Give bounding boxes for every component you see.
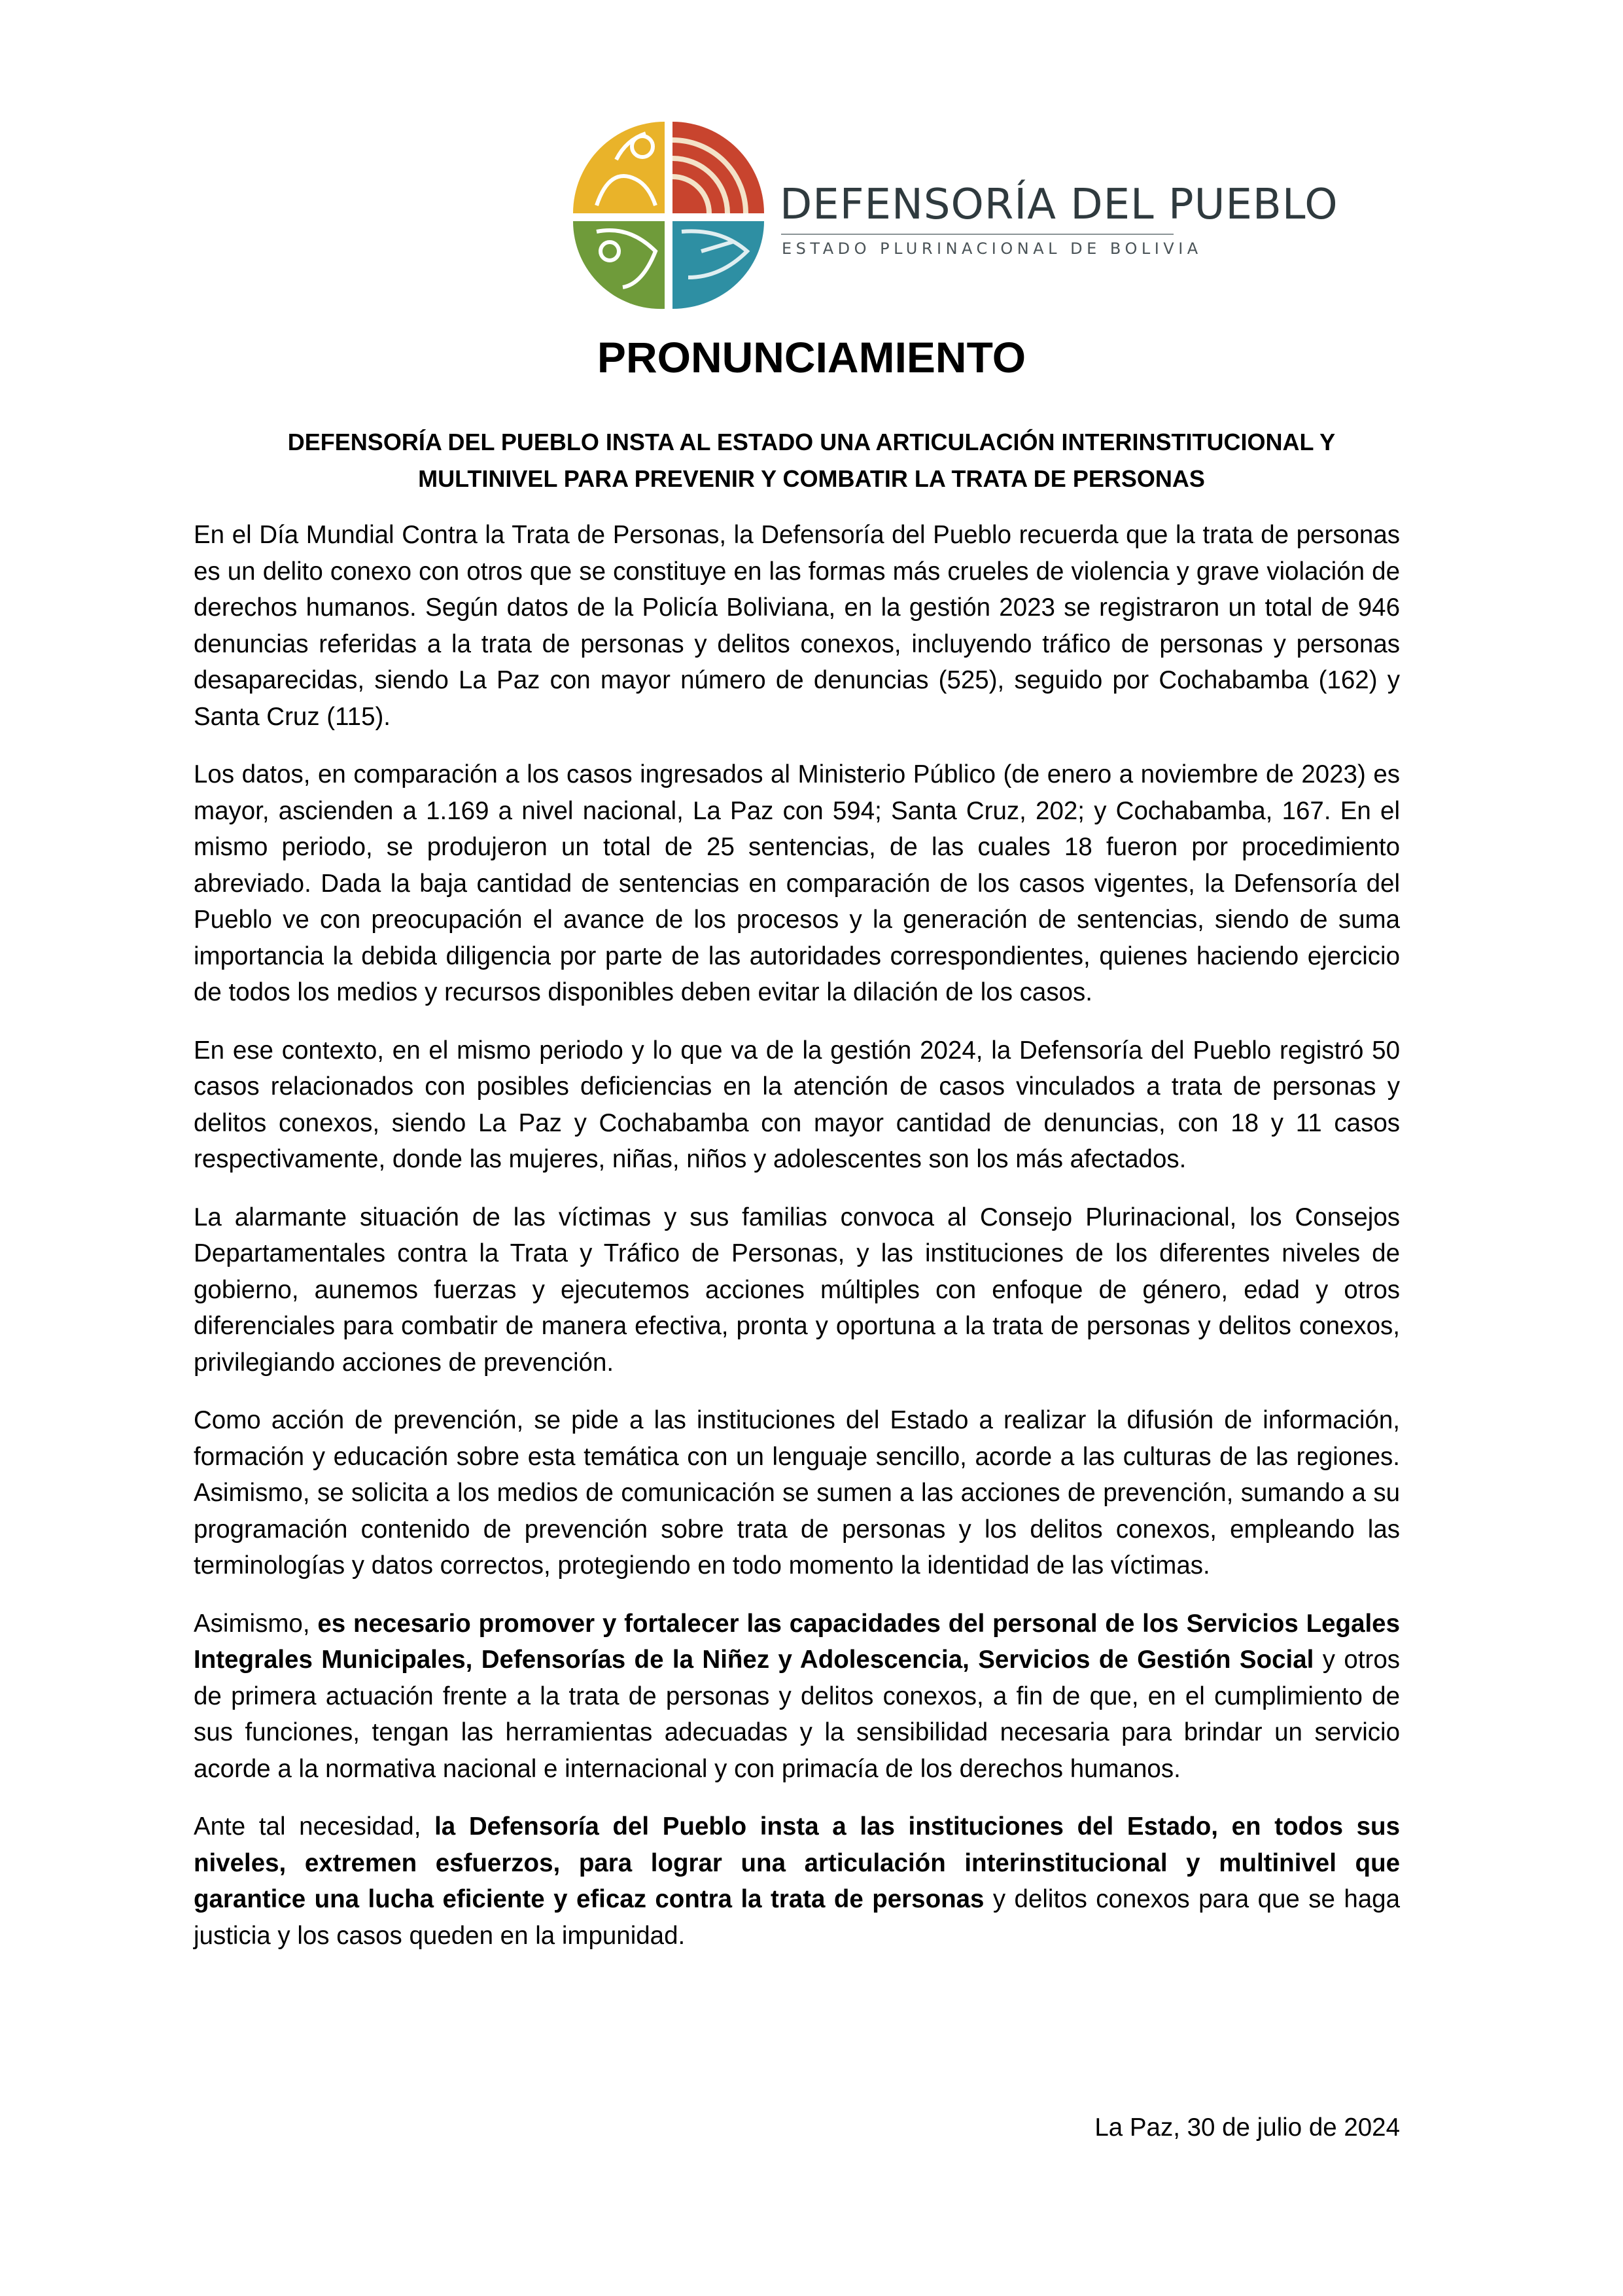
paragraph-6 xyxy=(194,1606,1400,1788)
document-subtitle: DEFENSORÍA DEL PUEBLO INSTA AL ESTADO UNA ARTICULACIÓN INTERINSTITUCIONAL Y MULTINIVEL PARA PREVENIR Y COMBATIR LA TRATA DE PERSONAS xyxy=(287,429,1336,492)
place-date: La Paz, 30 de julio de 2024 xyxy=(1094,2113,1400,2142)
logo-name: DEFENSORÍA DEL PUEBLO xyxy=(780,181,1338,229)
paragraph-6-intro: Asimismo, xyxy=(194,1609,318,1638)
paragraph-4: La alarmante situación de las víctimas y sus familias convoca al Consejo Plurinacional, los Consejos Departamentales contra la Trata y Tráfico de Personas, y las instituciones de los diferentes niveles de gobierno, aunemos fuerzas y ejecutemos acciones múltiples con enfoque de género, edad y otros diferenciales para combatir de manera efectiva, pronta y oportuna a la trata de personas y delitos conexos, privilegiando acciones de prevención. xyxy=(194,1203,1400,1377)
paragraph-7-emphasis: la Defensoría del Pueblo insta a las instituciones del Estado, en todos sus niveles, extremen esfuerzos, para lograr una articulación interinstitucional y multinivel que garantice una lucha eficiente y eficaz contra la trata de personas xyxy=(194,1812,1400,1913)
logo-divider xyxy=(781,234,1174,235)
paragraph-2: Los datos, en comparación a los casos ingresados al Ministerio Público (de enero a noviembre de 2023) es mayor, ascienden a 1.169 a nivel nacional, La Paz con 594; Santa Cruz, 202; y Cochabamba, 167. En el mismo periodo, se produjeron un total de 25 sentencias, de las cuales 18 fueron por procedimiento abreviado. Dada la baja cantidad de sentencias en comparación de los casos vigentes, la Defensoría del Pueblo ve con preocupación el avance de los procesos y la generación de sentencias, siendo de suma importancia la debida diligencia por parte de las autoridades correspondientes, quienes haciendo ejercicio de todos los medios y recursos disponibles deben evitar la dilación de los casos. xyxy=(194,760,1400,1006)
paragraph-7-intro: Ante tal necesidad, xyxy=(194,1812,435,1841)
paragraph-7-rest: y delitos conexos para que se haga justicia y los casos queden en la impunidad. xyxy=(194,1885,1400,1950)
paragraph-3: En ese contexto, en el mismo periodo y lo que va de la gestión 2024, la Defensoría del Pueblo registró 50 casos relacionados con posibles deficiencias en la atención de casos vinculados a trata de personas y delitos conexos, siendo La Paz y Cochabamba con mayor cantidad de denuncias, con 18 y 11 casos respectivamente, donde las mujeres, niñas, niños y adolescentes son los más afectados. xyxy=(194,1036,1400,1173)
paragraph-5: Como acción de prevención, se pide a las instituciones del Estado a realizar la difusión de información, formación y educación sobre esta temática con un lenguaje sencillo, acorde a las culturas de las regiones. Asimismo, se solicita a los medios de comunicación se sumen a las acciones de prevención, sumando a su programación contenido de prevención sobre trata de personas y los delitos conexos, empleando las terminologías y datos correctos, protegiendo en todo momento la identidad de las víctimas. xyxy=(194,1406,1400,1580)
paragraph-6-rest: y otros de primera actuación frente a la trata de personas y delitos conexos, a fin de que, en el cumplimiento de sus funciones, tengan las herramientas adecuadas y la sensibilidad necesaria para brindar un servicio acorde a la normativa nacional e internacional y con primacía de los derechos humanos. xyxy=(194,1646,1401,1783)
document-title: PRONUNCIAMIENTO xyxy=(597,333,1026,381)
logo-subtitle: ESTADO PLURINACIONAL DE BOLIVIA xyxy=(782,239,1202,258)
defensoria-logo xyxy=(570,120,1338,310)
document-body xyxy=(194,517,1400,1975)
paragraph-1: En el Día Mundial Contra la Trata de Personas, la Defensoría del Pueblo recuerda que la trata de personas es un delito conexo con otros que se constituye en las formas más crueles de violencia y grave violación de derechos humanos. Según datos de la Policía Boliviana, en la gestión 2023 se registraron un total de 946 denuncias referidas a la trata de personas y delitos conexos, incluyendo tráfico de personas y personas desaparecidas, siendo La Paz con mayor número de denuncias (525), seguido por Cochabamba (162) y Santa Cruz (115). xyxy=(194,521,1400,731)
defensoria-emblem-icon xyxy=(570,120,767,310)
paragraph-6-emphasis: es necesario promover y fortalecer las capacidades del personal de los Servicios Legales Integrales Municipales, Defensorías de la Niñez y Adolescencia, Servicios de Gestión Social xyxy=(194,1609,1401,1674)
paragraph-7 xyxy=(194,1809,1400,1954)
